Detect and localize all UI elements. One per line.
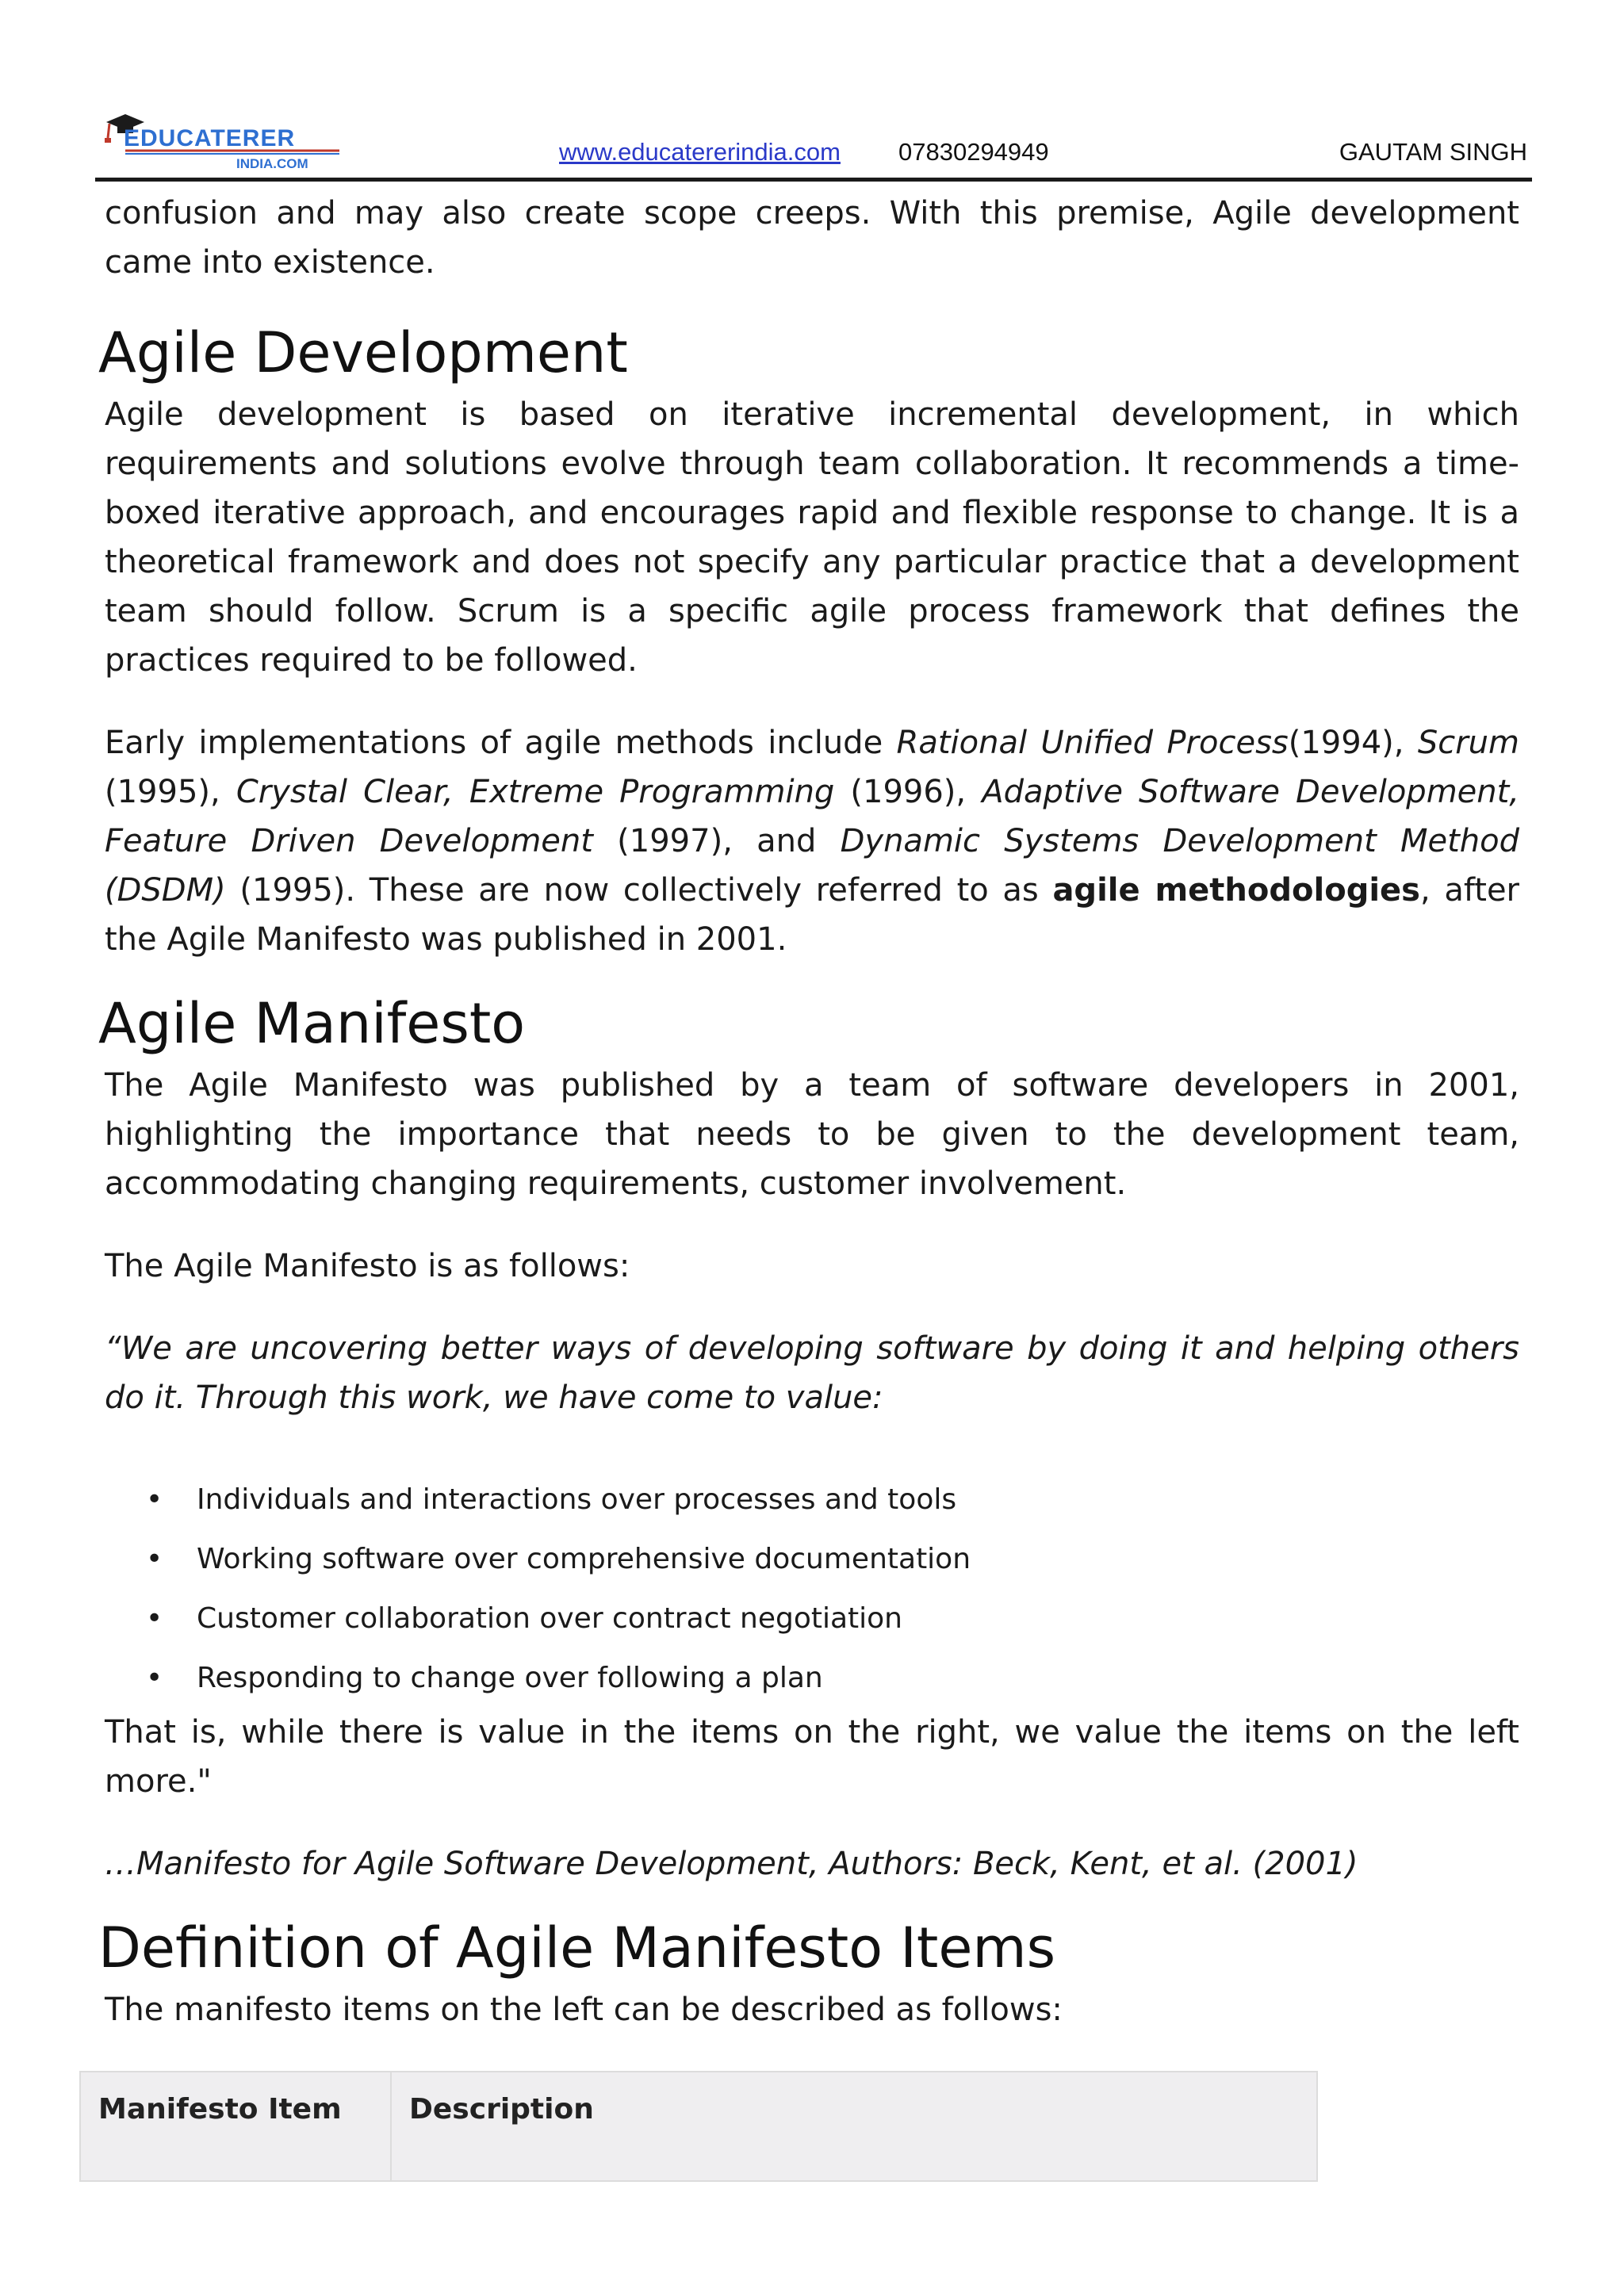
table-header-description: Description [409, 2093, 594, 2126]
agile-manifesto-para-1: The Agile Manifesto was published by a team of software developers in 2001, highlighting the importance that needs to be given to the development team, accommodating changing requirements, customer involvement. [105, 1067, 1519, 1202]
manifesto-citation: …Manifesto for Agile Software Development, Authors: Beck, Kent, et al. (2001) [105, 1846, 1358, 1882]
list-item: • Responding to change over following a plan [105, 1648, 1519, 1708]
website-link[interactable]: www.educatererindia.com [559, 138, 841, 166]
manifesto-values-list [105, 1470, 1519, 1708]
page-header [95, 95, 1532, 182]
phone-number: 07830294949 [898, 138, 1049, 166]
intro-line-2: came into existence. [105, 244, 435, 281]
agile-development-para-2: Early implementations of agile methods include Rational Unified Process(1994), Scrum (1995), Crystal Clear, Extreme Programming (1996), Adaptive Software Development, Feature Driven Development (1997), and Dynamic Systems Development Method (DSDM) (1995). These are now collectively referred to as agile methodologies, after the Agile Manifesto was published in 2001. [105, 725, 1520, 958]
educaterer-logo [102, 101, 363, 171]
manifesto-items-table [79, 2071, 1318, 2182]
heading-agile-manifesto: Agile Manifesto [98, 991, 526, 1056]
agile-development-para-1: Agile development is based on iterative incremental development, in which requirements and solutions evolve through team collaboration. It recommends a time-boxed iterative approach, and encourages rapid and flexible response to change. It is a theoretical framework and does not specify any particular practice that a development team should follow. Scrum is a specific agile process framework that defines the practices required to be followed. [105, 396, 1519, 679]
list-item: • Working software over comprehensive documentation [105, 1529, 1519, 1589]
manifesto-closing: That is, while there is value in the items on the right, we value the items on the left more." [105, 1714, 1519, 1800]
logo-text-bottom: INDIA.COM [236, 156, 308, 171]
author-name: GAUTAM SINGH [1339, 138, 1527, 166]
heading-definition: Definition of Agile Manifesto Items [98, 1915, 1056, 1980]
graduation-cap-logo-icon [102, 101, 363, 171]
list-item: • Individuals and interactions over processes and tools [105, 1470, 1519, 1529]
definition-para-1: The manifesto items on the left can be described as follows: [105, 1992, 1063, 2028]
manifesto-quote: “We are uncovering better ways of developing software by doing it and helping others do it. Through this work, we have come to value: [105, 1330, 1519, 1416]
list-item: • Customer collaboration over contract negotiation [105, 1589, 1519, 1648]
intro-line-1: confusion and may also create scope creeps. With this premise, Agile development [105, 195, 1519, 232]
logo-text-top: EDUCATERER [124, 125, 296, 151]
document-body [98, 189, 1520, 2034]
heading-agile-development: Agile Development [98, 320, 628, 385]
agile-manifesto-para-2: The Agile Manifesto is as follows: [105, 1248, 630, 1284]
table-header-manifesto-item: Manifesto Item [81, 2072, 392, 2180]
